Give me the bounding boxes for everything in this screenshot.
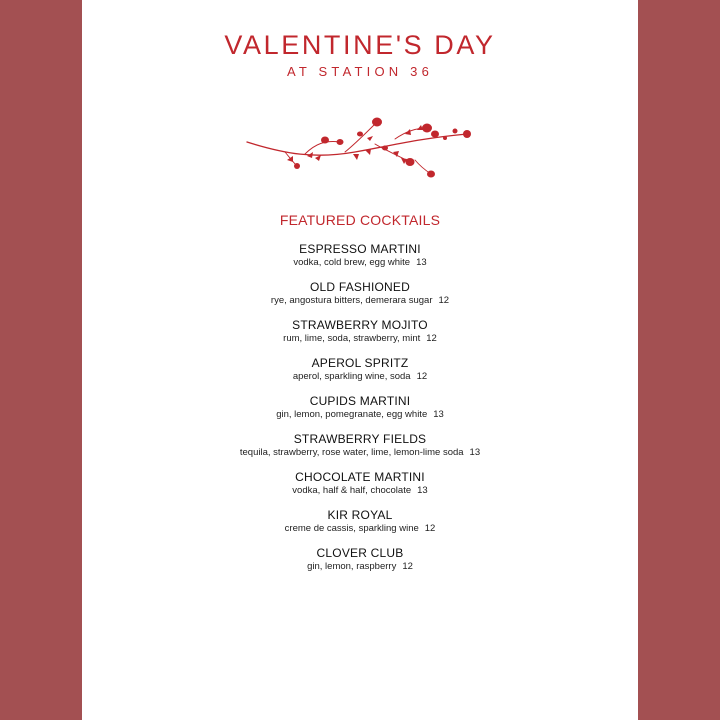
cocktail-list bbox=[82, 242, 638, 584]
list-item bbox=[82, 280, 638, 318]
menu-page bbox=[82, 0, 638, 720]
section-title-featured-cocktails: FEATURED COCKTAILS bbox=[279, 212, 441, 228]
list-item bbox=[82, 242, 638, 280]
cocktail-price: 12 bbox=[438, 295, 450, 306]
cocktail-name: CHOCOLATE MARTINI bbox=[295, 470, 425, 484]
cocktail-price: 13 bbox=[469, 447, 481, 458]
cocktail-price: 13 bbox=[417, 485, 428, 496]
cocktail-name: APEROL SPRITZ bbox=[311, 356, 409, 370]
cocktail-description: rum, lime, soda, strawberry, mint 12 bbox=[283, 333, 437, 344]
menu-title: VALENTINE'S DAY bbox=[224, 30, 496, 60]
cocktail-description: vodka, half & half, chocolate 13 bbox=[292, 485, 428, 496]
cocktail-name: OLD FASHIONED bbox=[310, 280, 410, 294]
list-item bbox=[82, 356, 638, 394]
cocktail-price: 13 bbox=[416, 257, 427, 268]
cocktail-name: KIR ROYAL bbox=[327, 508, 393, 522]
cocktail-description: gin, lemon, raspberry 12 bbox=[307, 561, 413, 572]
cocktail-name: CUPIDS MARTINI bbox=[309, 394, 411, 408]
cherry-blossom-branch-icon bbox=[245, 114, 475, 184]
list-item bbox=[82, 470, 638, 508]
cocktail-price: 12 bbox=[416, 371, 428, 382]
cocktail-description: aperol, sparkling wine, soda 12 bbox=[292, 371, 428, 382]
list-item bbox=[82, 508, 638, 546]
list-item bbox=[82, 432, 638, 470]
cocktail-name: CLOVER CLUB bbox=[316, 546, 404, 560]
menu-subtitle: AT STATION 36 bbox=[286, 64, 434, 79]
cocktail-name: STRAWBERRY FIELDS bbox=[293, 432, 427, 446]
cocktail-description: gin, lemon, pomegranate, egg white 13 bbox=[276, 409, 444, 420]
list-item bbox=[82, 546, 638, 584]
cocktail-name: STRAWBERRY MOJITO bbox=[292, 318, 428, 332]
cocktail-name: ESPRESSO MARTINI bbox=[299, 242, 421, 256]
cocktail-price: 12 bbox=[424, 523, 436, 534]
cocktail-description: creme de cassis, sparkling wine 12 bbox=[284, 523, 436, 534]
cocktail-price: 13 bbox=[433, 409, 444, 420]
cocktail-price: 12 bbox=[426, 333, 437, 344]
list-item bbox=[82, 394, 638, 432]
cocktail-description: tequila, strawberry, rose water, lime, lemon-lime soda 13 bbox=[239, 447, 481, 458]
cocktail-price: 12 bbox=[402, 561, 413, 572]
cocktail-description: rye, angostura bitters, demerara sugar 12 bbox=[270, 295, 450, 306]
cocktail-description: vodka, cold brew, egg white 13 bbox=[293, 257, 427, 268]
list-item bbox=[82, 318, 638, 356]
